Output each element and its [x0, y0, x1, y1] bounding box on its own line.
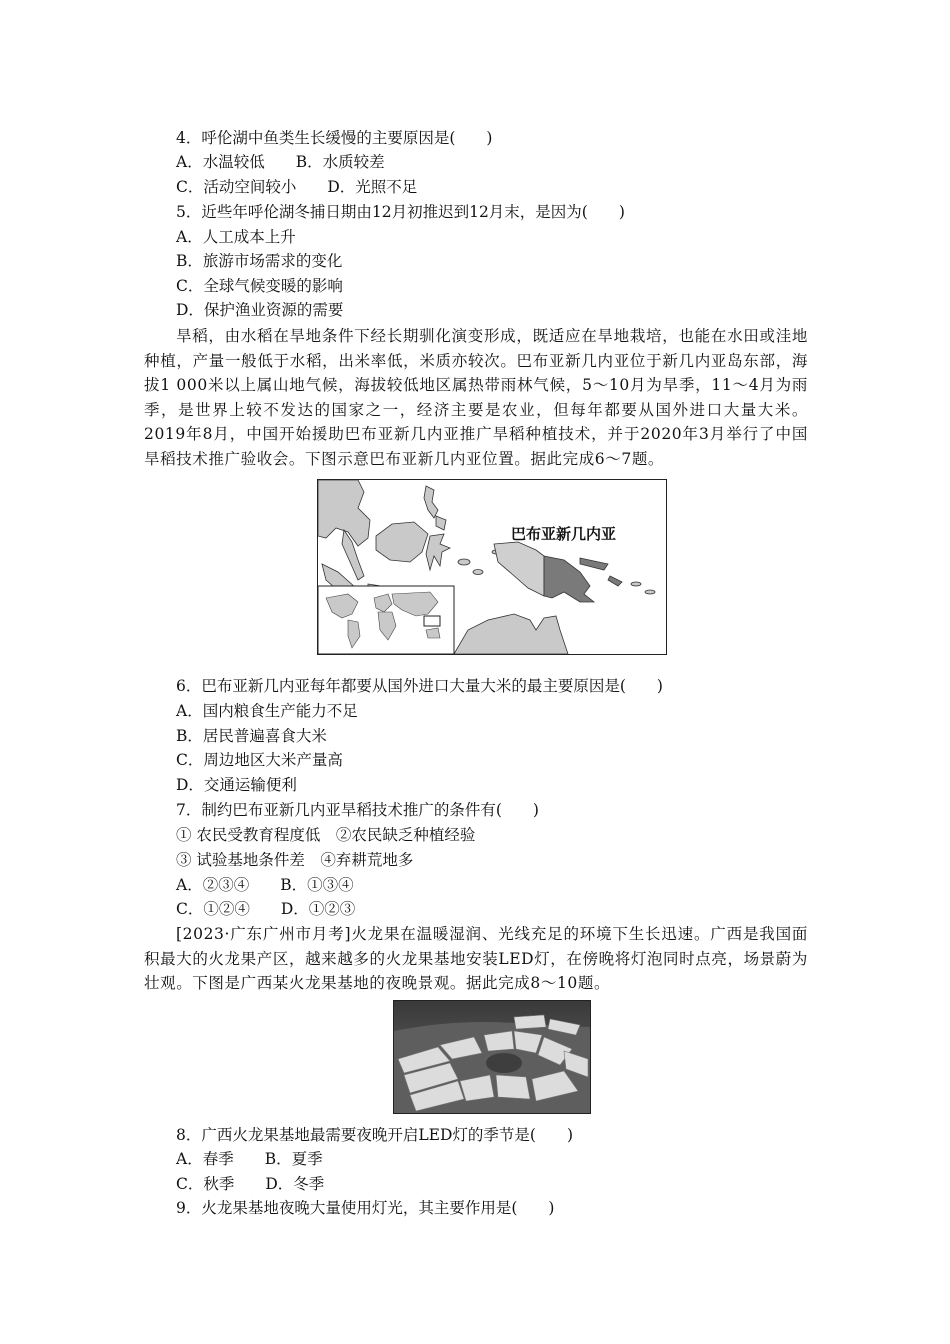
- q5-option-a: A．人工成本上升: [176, 228, 296, 246]
- png-location-map: [317, 479, 667, 655]
- q7-options-2: C．①②④ D．①②③: [176, 900, 356, 918]
- map-graphic: [318, 480, 666, 654]
- q4-stem: 4．呼伦湖中鱼类生长缓慢的主要原因是( ): [176, 129, 493, 147]
- map-label-png: 巴布亚新几内亚: [511, 525, 617, 543]
- q4-options-1: A．水温较低 B．水质较差: [176, 153, 385, 171]
- q6-option-c: C．周边地区大米产量高: [176, 751, 343, 769]
- q7-options-1: A．②③④ B．①③④: [176, 876, 354, 894]
- q6-option-b: B．居民普遍喜食大米: [176, 727, 327, 745]
- q6-stem: 6．巴布亚新几内亚每年都要从国外进口大量大米的最主要原因是( ): [176, 677, 663, 695]
- q7-stem: 7．制约巴布亚新几内亚旱稻技术推广的条件有( ): [176, 801, 539, 819]
- passage-dry-rice: 旱稻，由水稻在旱地条件下经长期驯化演变形成，既适应在旱地栽培，也能在水田或洼地种植，产量一般低于水稻，出米率低，米质亦较次。巴布亚新几内亚位于新几内亚岛东部，海拔1 000米以上属山地气候，海拔较低地区属热带雨林气候，5～10月为旱季，11～4月为雨季，是世界上较不发达的国家之一，经济主要是农业，但每年都要从国外进口大量大米。2019年8月，中国开始援助巴布亚新几内亚推广旱稻种植技术，并于2020年3月举行了中国旱稻技术推广验收会。下图示意巴布亚新几内亚位置。据此完成6～7题。: [144, 327, 808, 468]
- q6-option-d: D．交通运输便利: [176, 776, 297, 794]
- q8-options-1: A．春季 B．夏季: [176, 1150, 323, 1168]
- q5-option-d: D．保护渔业资源的需要: [176, 301, 344, 319]
- photo-graphic: [394, 1001, 590, 1113]
- passage-dragon-fruit: [2023·广东广州市月考]火龙果在温暖湿润、光线充足的环境下生长迅速。广西是我国面积最大的火龙果产区，越来越多的火龙果基地安装LED灯，在傍晚将灯泡同时点亮，场景蔚为壮观。下图是广西某火龙果基地的夜晚景观。据此完成8～10题。: [144, 925, 808, 993]
- q9-stem: 9．火龙果基地夜晚大量使用灯光，其主要作用是( ): [176, 1199, 555, 1217]
- q5-option-c: C．全球气候变暖的影响: [176, 277, 343, 295]
- q4-options-2: C．活动空间较小 D．光照不足: [176, 178, 418, 196]
- q7-items-1: ① 农民受教育程度低 ②农民缺乏种植经验: [176, 826, 476, 844]
- q6-option-a: A．国内粮食生产能力不足: [176, 702, 358, 720]
- q7-items-2: ③ 试验基地条件差 ④弃耕荒地多: [176, 851, 414, 869]
- q8-stem: 8．广西火龙果基地最需要夜晚开启LED灯的季节是( ): [176, 1126, 573, 1144]
- q5-stem: 5．近些年呼伦湖冬捕日期由12月初推迟到12月末，是因为( ): [176, 203, 625, 221]
- q5-option-b: B．旅游市场需求的变化: [176, 252, 343, 270]
- dragon-fruit-night-photo: [393, 1000, 591, 1114]
- q8-options-2: C．秋季 D．冬季: [176, 1175, 325, 1193]
